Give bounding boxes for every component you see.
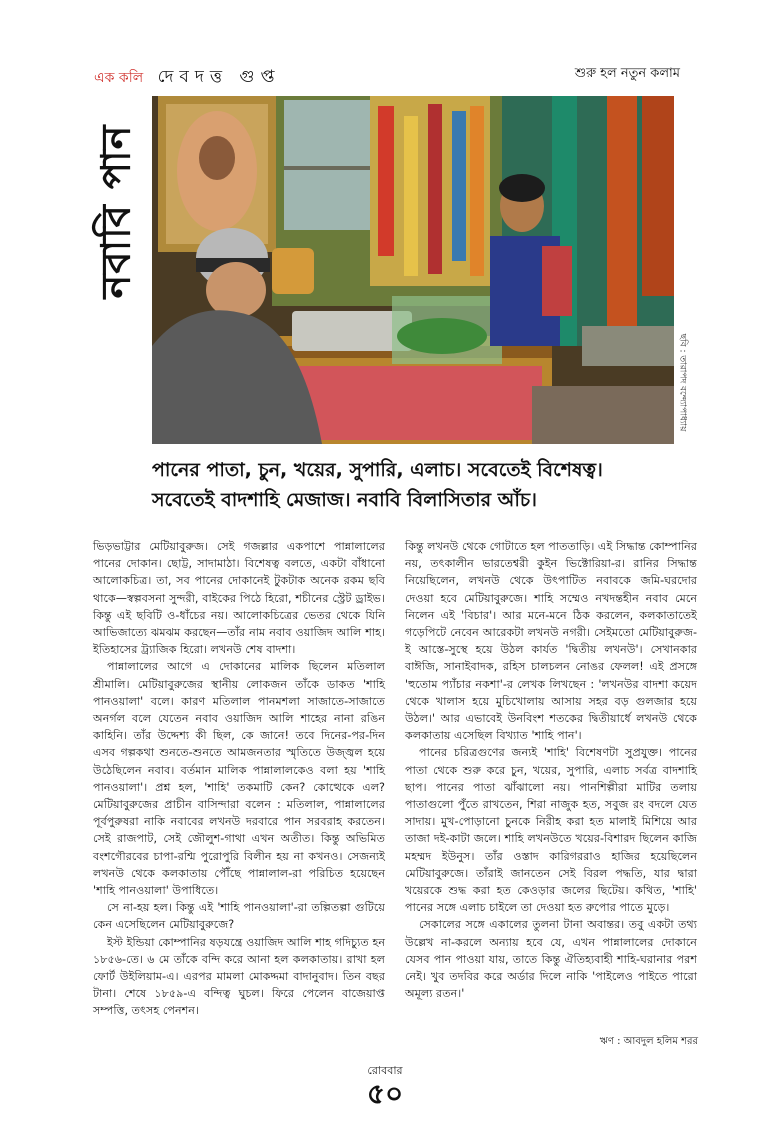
deck: [152, 455, 692, 515]
deck-line-2: সবেতেই বাদশাহি মেজাজ। নবাবি বিলাসিতার আঁচ।: [152, 489, 537, 511]
paragraph: সে না-হয় হল। কিন্তু এই 'শাহি পানওয়ালা'-রা তল্পিতল্পা গুটিয়ে কেন এসেছিলেন মেটিয়াবুরুজে?: [93, 901, 385, 932]
author-name: দেবদত্ত গুপ্ত: [157, 67, 281, 87]
photo-credit: ছবি : তারাপদ বন্দ্যোপাধ্যায়: [677, 333, 688, 431]
paragraph: কিন্তু লখনউ থেকে গোটাতে হল পাততাড়ি। এই সিদ্ধান্ত কোম্পানির নয়, তৎকালীন ভারতেশ্বরী কুইন ভিক্টোরিয়া-র। রানির সিদ্ধান্ত নিয়েছিলেন, লখনউ থেকে উৎপাটিত নবাবকে জমি-ঘরদোর দেওয়া হবে মেটিয়াবুরুজে। শাহি সম্মেও নখদন্তহীন নবাব মেনে নিলেন এই 'বিচার'। আর মনে-মনে ঠিক করলেন, কলকাতাতেই গড়েপিটে নেবেন আরেকটা লখনউ নগরী। সেইমতো মেটিয়াবুরুজ-ই আস্তে-সুস্থে হয়ে উঠল কার্যত 'দ্বিতীয় লখনউ'। সেখানকার বাঈজি, সানাইবাদক, রহিস চালচলন নোঙর ফেলল! এই প্রসঙ্গে 'হুতোম প্যাঁচার নকশা'-র লেখক লিখছেন : 'লখনউর বাদশা কয়েদ থেকে খালাস হয়ে মুচিখোলায় আসায় সহর বড় গুলজার হয়ে উঠল।' আর এভাবেই উনবিংশ শতকের দ্বিতীয়ার্ধে লখনউ থেকে কলকাতায় এসেছিল বিখ্যাত 'শাহি পান'।: [405, 540, 697, 743]
headline: নবাবি পান: [93, 124, 140, 298]
paragraph: ইস্ট ইন্ডিয়া কোম্পানির ষড়যন্ত্রে ওয়াজিদ আলি শাহ গদিচ্যুত হন ১৮৫৬-তে। ৬ মে তাঁকে বন্দি করে আনা হল কলকাতায়। রাখা হল ফোর্ট উইলিয়াম-এ। এরপর মামলা মোকদ্দমা বাদানুবাদ। তিন বছর টানা। শেষে ১৮৫৯-এ বন্দিত্ব ঘুচল। ফিরে পেলেন বাজেয়াপ্ত সম্পত্তি, তৎসহ পেনশন।: [93, 935, 385, 1018]
article-column-right: [405, 538, 697, 1002]
paragraph: পান্নালালের আগে এ দোকানের মালিক ছিলেন মতিলাল শ্রীমালি। মেটিয়াবুরুজের স্থানীয় লোকজন তাঁকে ডাকত 'শাহি পানওয়ালা' বলে। কারণ মতিলাল পানমশলা সাজাতে-সাজাতে অনর্গল বলে যেতেন নবাব ওয়াজিদ আলি শাহের নানা রঙিন কাহিনি। তাঁর উদ্দেশ্য কী ছিল, কে জানে! তবে দিনের-পর-দিন এসব গল্পকথা শুনতে-শুনতে আমজনতার স্মৃতিতে উজ্জ্বল হয়ে উঠেছিলেন নবাব। বর্তমান মালিক পান্নালালকেও বলা হয় 'শাহি পানওয়ালা'। প্রশ্ন হল, 'শাহি' তকমাটি কেন? কোত্থেকে এল? মেটিয়াবুরুজের প্রাচীন বাসিন্দারা বলেন : মতিলাল, পান্নালালের পূর্বপুরুষরা নাকি নবাবের লখনউ দরবারে পান সরবরাহ করতেন। সেই রাজপাট, সেই জৌলুশ-গাথা এখন অতীত। কিন্তু অভিমিত বংশগৌরবের চাপা-রশ্মি পুরোপুরি বিলীন হয় না কখনও। সেজন্যই লখনউ থেকে কলকাতায় পৌঁছে পান্নালাল-রা পরিচিত হয়েছেন 'শাহি পানওয়ালা' উপাধিতে।: [93, 660, 385, 898]
paragraph: পানের চরিত্রগুণের জন্যই 'শাহি' বিশেষণটা সুপ্রযুক্ত। পানের পাতা থেকে শুরু করে চুন, খয়ের, সুপারি, এলাচ সর্বত্র বাদশাহি ছাপ। পানের পাতা ঝাঁঝালো নয়। পানশিল্পীরা মাটির তলায় পাতাগুলো পুঁতে রাখতেন, শিরা নাজুক হত, সবুজ রং বদলে যেত সাদায়। মুখ-পোড়ানো চুনকে নিরীহ করা হত মালাই মিশিয়ে আর তাজা দই-কাটা জলে। শাহি লখনউতে খয়ের-বিশারদ ছিলেন কাজি মহম্মদ ইউনুস। তাঁর ওস্তাদ কারিগররাও হাজির হয়েছিলেন মেটিয়াবুরুজে। তাঁরাই জানতেন সেই বিরল পদ্ধতি, যার দ্বারা খয়েরকে শুদ্ধ করা হত কেওড়ার জলের ছিটেয়। কথিত, 'শাহি' পানের সঙ্গে এলাচ চাইলে তা দেওয়া হত রুপোর পাতে মুড়ে।: [405, 746, 697, 915]
page-number: ৫০: [366, 1077, 404, 1110]
magazine-name: রোববার: [367, 1064, 403, 1077]
headline-container: [88, 96, 148, 326]
article-column-left: [93, 538, 385, 1020]
photo-credit-container: [676, 320, 690, 444]
acknowledgement: ঋণ : আবদুল হলিম শরর: [599, 1036, 698, 1047]
article-photo: [152, 96, 674, 444]
series-name: এক কলি: [94, 70, 144, 86]
column-tagline: শুরু হল নতুন কলাম: [574, 66, 680, 81]
deck-line-1: পানের পাতা, চুন, খয়ের, সুপারি, এলাচ। সবেতেই বিশেষত্ব।: [152, 459, 603, 481]
column-header: [94, 64, 280, 92]
paragraph: সেকালের সঙ্গে একালের তুলনা টানা অবান্তর। তবু একটা তথ্য উল্লেখ না-করলে অন্যায় হবে যে, এখন পান্নালালের দোকানে যেসব পান পাওয়া যায়, তাতে কিন্তু ঐতিহ্যবাহী শাহি-ঘরানার পরশ নেই। খুব তদবির করে অর্ডার দিলে নাকি 'পাইলেও পাইতে পারো অমূল্য রতন।': [405, 918, 697, 1001]
paragraph: ভিড়ভাট্টার মেটিয়াবুরুজ। সেই গজল্লার একপাশে পান্নালালের পানের দোকান। ছোট্ট, সাদামাঠা। বিশেষত্ব বলতে, একটা বাঁধানো আলোকচিত্র। তা, সব পানের দোকানেই টুকটাক অনেক রকম ছবি থাকে—স্বল্পবসনা সুন্দরী, বাইকের পিঠে হিরো, শচীনের স্ট্রেট ড্রাইভ। কিন্তু এই ছবিটি ও-ধাঁচের নয়। আলোকচিত্রের ভেতর থেকে যিনি আভিজাত্যে ঝমঝম করছেন—তাঁর নাম নবাব ওয়াজিদ আলি শাহ। ইতিহাসের ট্র্যাজিক হিরো। লখনউ শেষ বাদশা।: [93, 540, 385, 657]
